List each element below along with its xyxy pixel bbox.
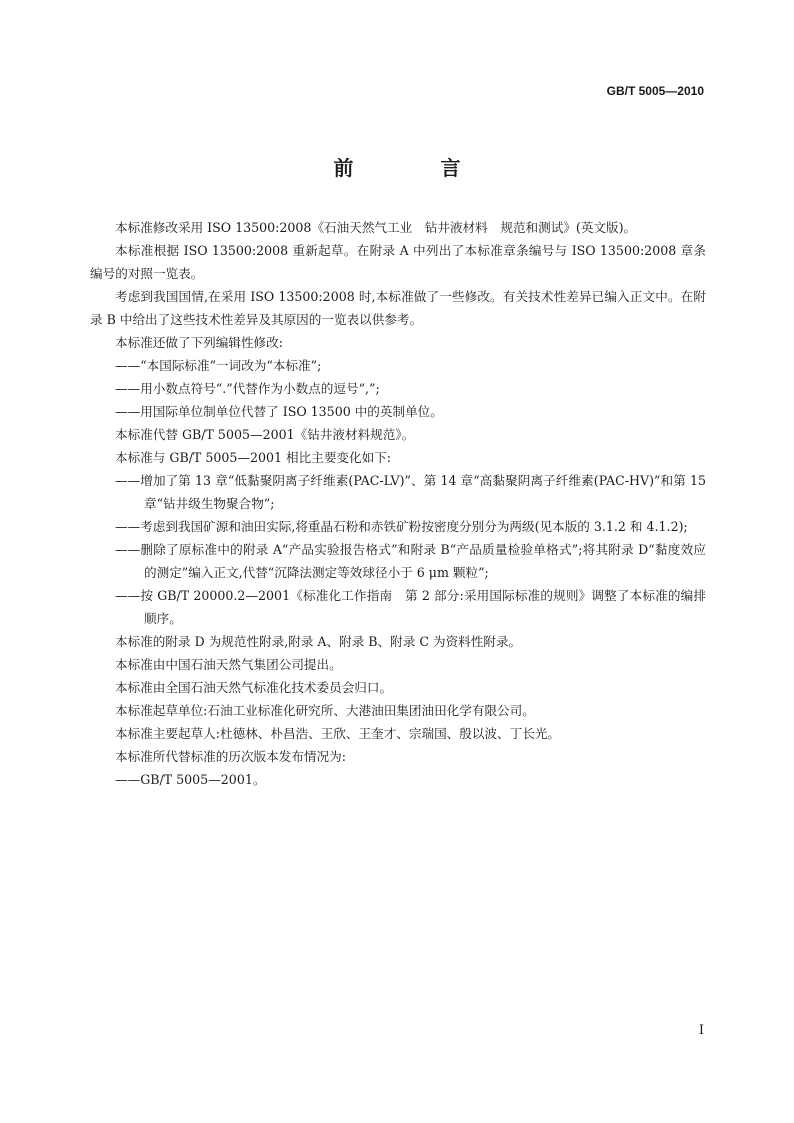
page-number: I — [698, 1023, 704, 1038]
list-item: ——用小数点符号“.”代替作为小数点的逗号“,”; — [115, 381, 380, 396]
list-item: ——删除了原标准中的附录 A“产品实验报告格式”和附录 B“产品质量检验单格式”;将其附录 D“黏度效应的测定”编入正文,代替“沉降法测定等效球径小于 6 μm 颗粒”; — [115, 542, 706, 580]
document-body — [90, 216, 706, 791]
list-item: ——“本国际标准”一词改为“本标准”; — [115, 358, 322, 373]
paragraph: 本标准所代替标准的历次版本发布情况为: — [115, 749, 346, 764]
list-item: ——GB/T 5005—2001。 — [115, 772, 266, 787]
paragraph: 本标准代替 GB/T 5005—2001《钻井液材料规范》。 — [115, 427, 415, 442]
paragraph: 本标准起草单位:石油工业标准化研究所、大港油田集团油田化学有限公司。 — [115, 703, 535, 718]
list-item: ——用国际单位制单位代替了 ISO 13500 中的英制单位。 — [115, 404, 443, 419]
paragraph: 本标准由中国石油天然气集团公司提出。 — [115, 657, 342, 672]
paragraph: 本标准由全国石油天然气标准化技术委员会归口。 — [115, 680, 393, 695]
paragraph: 考虑到我国国情,在采用 ISO 13500:2008 时,本标准做了一些修改。有关技术性差异已编入正文中。在附录 B 中给出了这些技术性差异及其原因的一览表以供参考。 — [90, 289, 706, 327]
standard-number: GB/T 5005—2010 — [606, 84, 704, 98]
list-item: ——按 GB/T 20000.2—2001《标准化工作指南 第 2 部分:采用国际标准的规则》调整了本标准的编排顺序。 — [115, 588, 706, 626]
list-item: ——考虑到我国矿源和油田实际,将重晶石粉和赤铁矿粉按密度分别分为两级(见本版的 3.1.2 和 4.1.2); — [115, 519, 688, 534]
paragraph: 本标准与 GB/T 5005—2001 相比主要变化如下: — [115, 450, 392, 465]
paragraph: 本标准修改采用 ISO 13500:2008《石油天然气工业 钻井液材料 规范和测试》(英文版)。 — [115, 220, 637, 235]
paragraph: 本标准根据 ISO 13500:2008 重新起草。在附录 A 中列出了本标准章条编号与 ISO 13500:2008 章条编号的对照一览表。 — [90, 243, 706, 281]
paragraph: 本标准还做了下列编辑性修改: — [115, 335, 283, 350]
paragraph: 本标准主要起草人:杜德林、朴昌浩、王欣、王奎才、宗瑞国、殷以波、丁长光。 — [115, 726, 561, 741]
list-item: ——增加了第 13 章“低黏聚阴离子纤维素(PAC-LV)”、第 14 章“高黏聚阴离子纤维素(PAC-HV)”和第 15 章“钻井级生物聚合物”; — [115, 473, 706, 511]
page-title: 前 言 — [333, 156, 501, 180]
paragraph: 本标准的附录 D 为规范性附录,附录 A、附录 B、附录 C 为资料性附录。 — [115, 634, 522, 649]
